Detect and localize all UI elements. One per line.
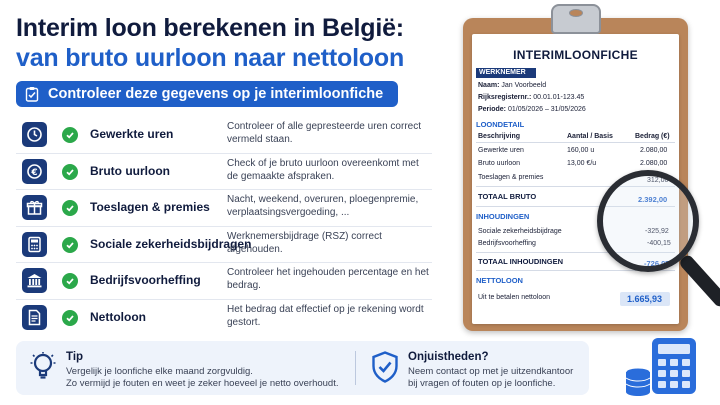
checklist-label: Sociale zekerheidsbijdragen — [90, 236, 252, 251]
tip-line: Vergelijk je loonfiche elke maand zorgvuldig. — [66, 366, 253, 377]
line-desc: Bruto uurloon — [478, 160, 521, 167]
clipboard-check-icon — [24, 86, 40, 102]
checkmark-icon — [62, 237, 78, 253]
euro-icon — [22, 159, 47, 184]
calculator-illustration — [652, 338, 696, 394]
deduction-amount: -325,92 — [645, 228, 669, 235]
page-subtitle: van bruto uurloon naar nettoloon — [16, 44, 405, 72]
checklist-item — [16, 154, 432, 191]
bank-icon — [22, 268, 47, 293]
banner-text: Controleer deze gegevens op je interimloonfiche — [48, 86, 384, 102]
line-amount: 2.080,00 — [640, 160, 668, 167]
line-desc: Toeslagen & premies — [478, 174, 544, 181]
periode-row — [478, 106, 586, 113]
checklist-label: Gewerkte uren — [90, 127, 174, 141]
checklist-item — [16, 300, 432, 337]
document-icon — [22, 305, 47, 330]
onjuistheden-text — [408, 366, 573, 390]
uit-value: 1.665,93 — [627, 294, 663, 304]
checklist-item — [16, 117, 432, 154]
clip-hole — [569, 9, 583, 17]
clipboard-clip — [551, 4, 601, 34]
line-qty: 160,00 u — [567, 147, 595, 154]
uit-label: Uit te betalen nettoloon — [478, 294, 550, 301]
clock-icon — [22, 122, 47, 147]
periode-value: 01/05/2026 – 31/05/2026 — [507, 106, 586, 113]
inhoudingen-label: INHOUDINGEN — [476, 212, 530, 221]
footer-divider — [355, 351, 356, 385]
tip-title: Tip — [66, 351, 84, 363]
col-beschrijving: Beschrijving — [478, 133, 521, 140]
coins-icon — [624, 366, 652, 396]
deduction-desc: Bedrijfsvoorheffing — [478, 240, 536, 247]
checkmark-icon — [62, 310, 78, 326]
checklist-label: Toeslagen & premies — [90, 200, 210, 214]
checklist-item — [16, 263, 432, 300]
checklist-item — [16, 227, 432, 264]
totaal-inhoudingen-value: -726,07 — [644, 259, 670, 268]
lightbulb-icon — [30, 351, 56, 381]
deduction-amount: -400,15 — [647, 240, 671, 247]
rijks-value: 00.01.01-123.45 — [533, 94, 585, 101]
page-title: Interim loon berekenen in België: — [16, 14, 404, 42]
checkmark-icon — [62, 200, 78, 216]
calculator-icon — [652, 338, 696, 394]
line-desc: Gewerkte uren — [478, 147, 524, 154]
onjuistheden-title: Onjuistheden? — [408, 351, 489, 363]
table-divider — [476, 142, 675, 143]
checklist-label: Bedrijfsvoorheffing — [90, 273, 201, 287]
checkmark-icon — [62, 273, 78, 289]
gift-icon — [22, 195, 47, 220]
checklist-banner — [16, 81, 398, 107]
tip-text — [66, 366, 339, 390]
info-footer — [16, 341, 589, 395]
magnifier-icon — [597, 170, 699, 272]
checklist-item — [16, 190, 432, 227]
tip-line: Zo vermijd je fouten en weet je zeker hoeveel je netto overhoudt. — [66, 378, 339, 389]
checklist-desc: Werknemersbijdrage (RSZ) correct afgehouden. — [227, 230, 382, 255]
checklist — [16, 117, 432, 336]
calculator-icon — [22, 232, 47, 257]
totaal-inhoudingen-label: TOTAAL INHOUDINGEN — [478, 257, 564, 266]
checklist-label: Nettoloon — [90, 309, 146, 324]
totaal-bruto-value: 2.392,00 — [638, 195, 668, 204]
checkmark-icon — [62, 127, 78, 143]
werknemer-header: WERKNEMER — [476, 68, 536, 78]
checklist-label: Bruto uurloon — [90, 163, 170, 178]
shield-check-icon — [371, 351, 399, 383]
onjuistheden-line: Neem contact op met je uitzendkantoor — [408, 366, 574, 377]
rijks-label: Rijksregisternr.: — [478, 94, 532, 101]
naam-value: Jan Voorbeeld — [501, 82, 547, 89]
checklist-desc: Het bedrag dat effectief op je rekening wordt gestort. — [227, 303, 424, 328]
deduction-desc: Sociale zekerheidsbijdrage — [478, 228, 562, 235]
line-qty: 13,00 €/u — [567, 160, 597, 167]
periode-label: Periode: — [478, 106, 507, 113]
nettoloon-label: NETTOLOON — [476, 276, 523, 285]
checklist-desc: Check of je bruto uurloon overeenkomt met de gemaakte afspraken. — [227, 157, 419, 182]
naam-row — [478, 82, 546, 89]
checklist-desc: Nacht, weekend, overuren, ploegenpremie, verplaatsingsvergoeding, ... — [227, 194, 419, 218]
checklist-desc: Controleer of alle gepresteerde uren correct vermeld staan. — [227, 121, 421, 145]
svg-text:€: € — [31, 167, 38, 178]
rijks-row — [478, 94, 584, 101]
col-aantal: Aantal / Basis — [567, 133, 613, 140]
loondetail-label: LOONDETAIL — [476, 120, 525, 129]
col-bedrag: Bedrag (€) — [635, 133, 670, 140]
totaal-bruto-label: TOTAAL BRUTO — [478, 192, 537, 201]
onjuistheden-line: bij vragen of fouten op je loonfiche. — [408, 378, 556, 389]
line-amount: 2.080,00 — [640, 147, 668, 154]
payslip-title: INTERIMLOONFICHE — [513, 48, 638, 62]
checkmark-icon — [62, 164, 78, 180]
line-amount: 312,00 — [647, 177, 669, 184]
naam-label: Naam: — [478, 82, 500, 89]
checklist-desc: Controleer het ingehouden percentage en het bedrag. — [227, 267, 429, 291]
